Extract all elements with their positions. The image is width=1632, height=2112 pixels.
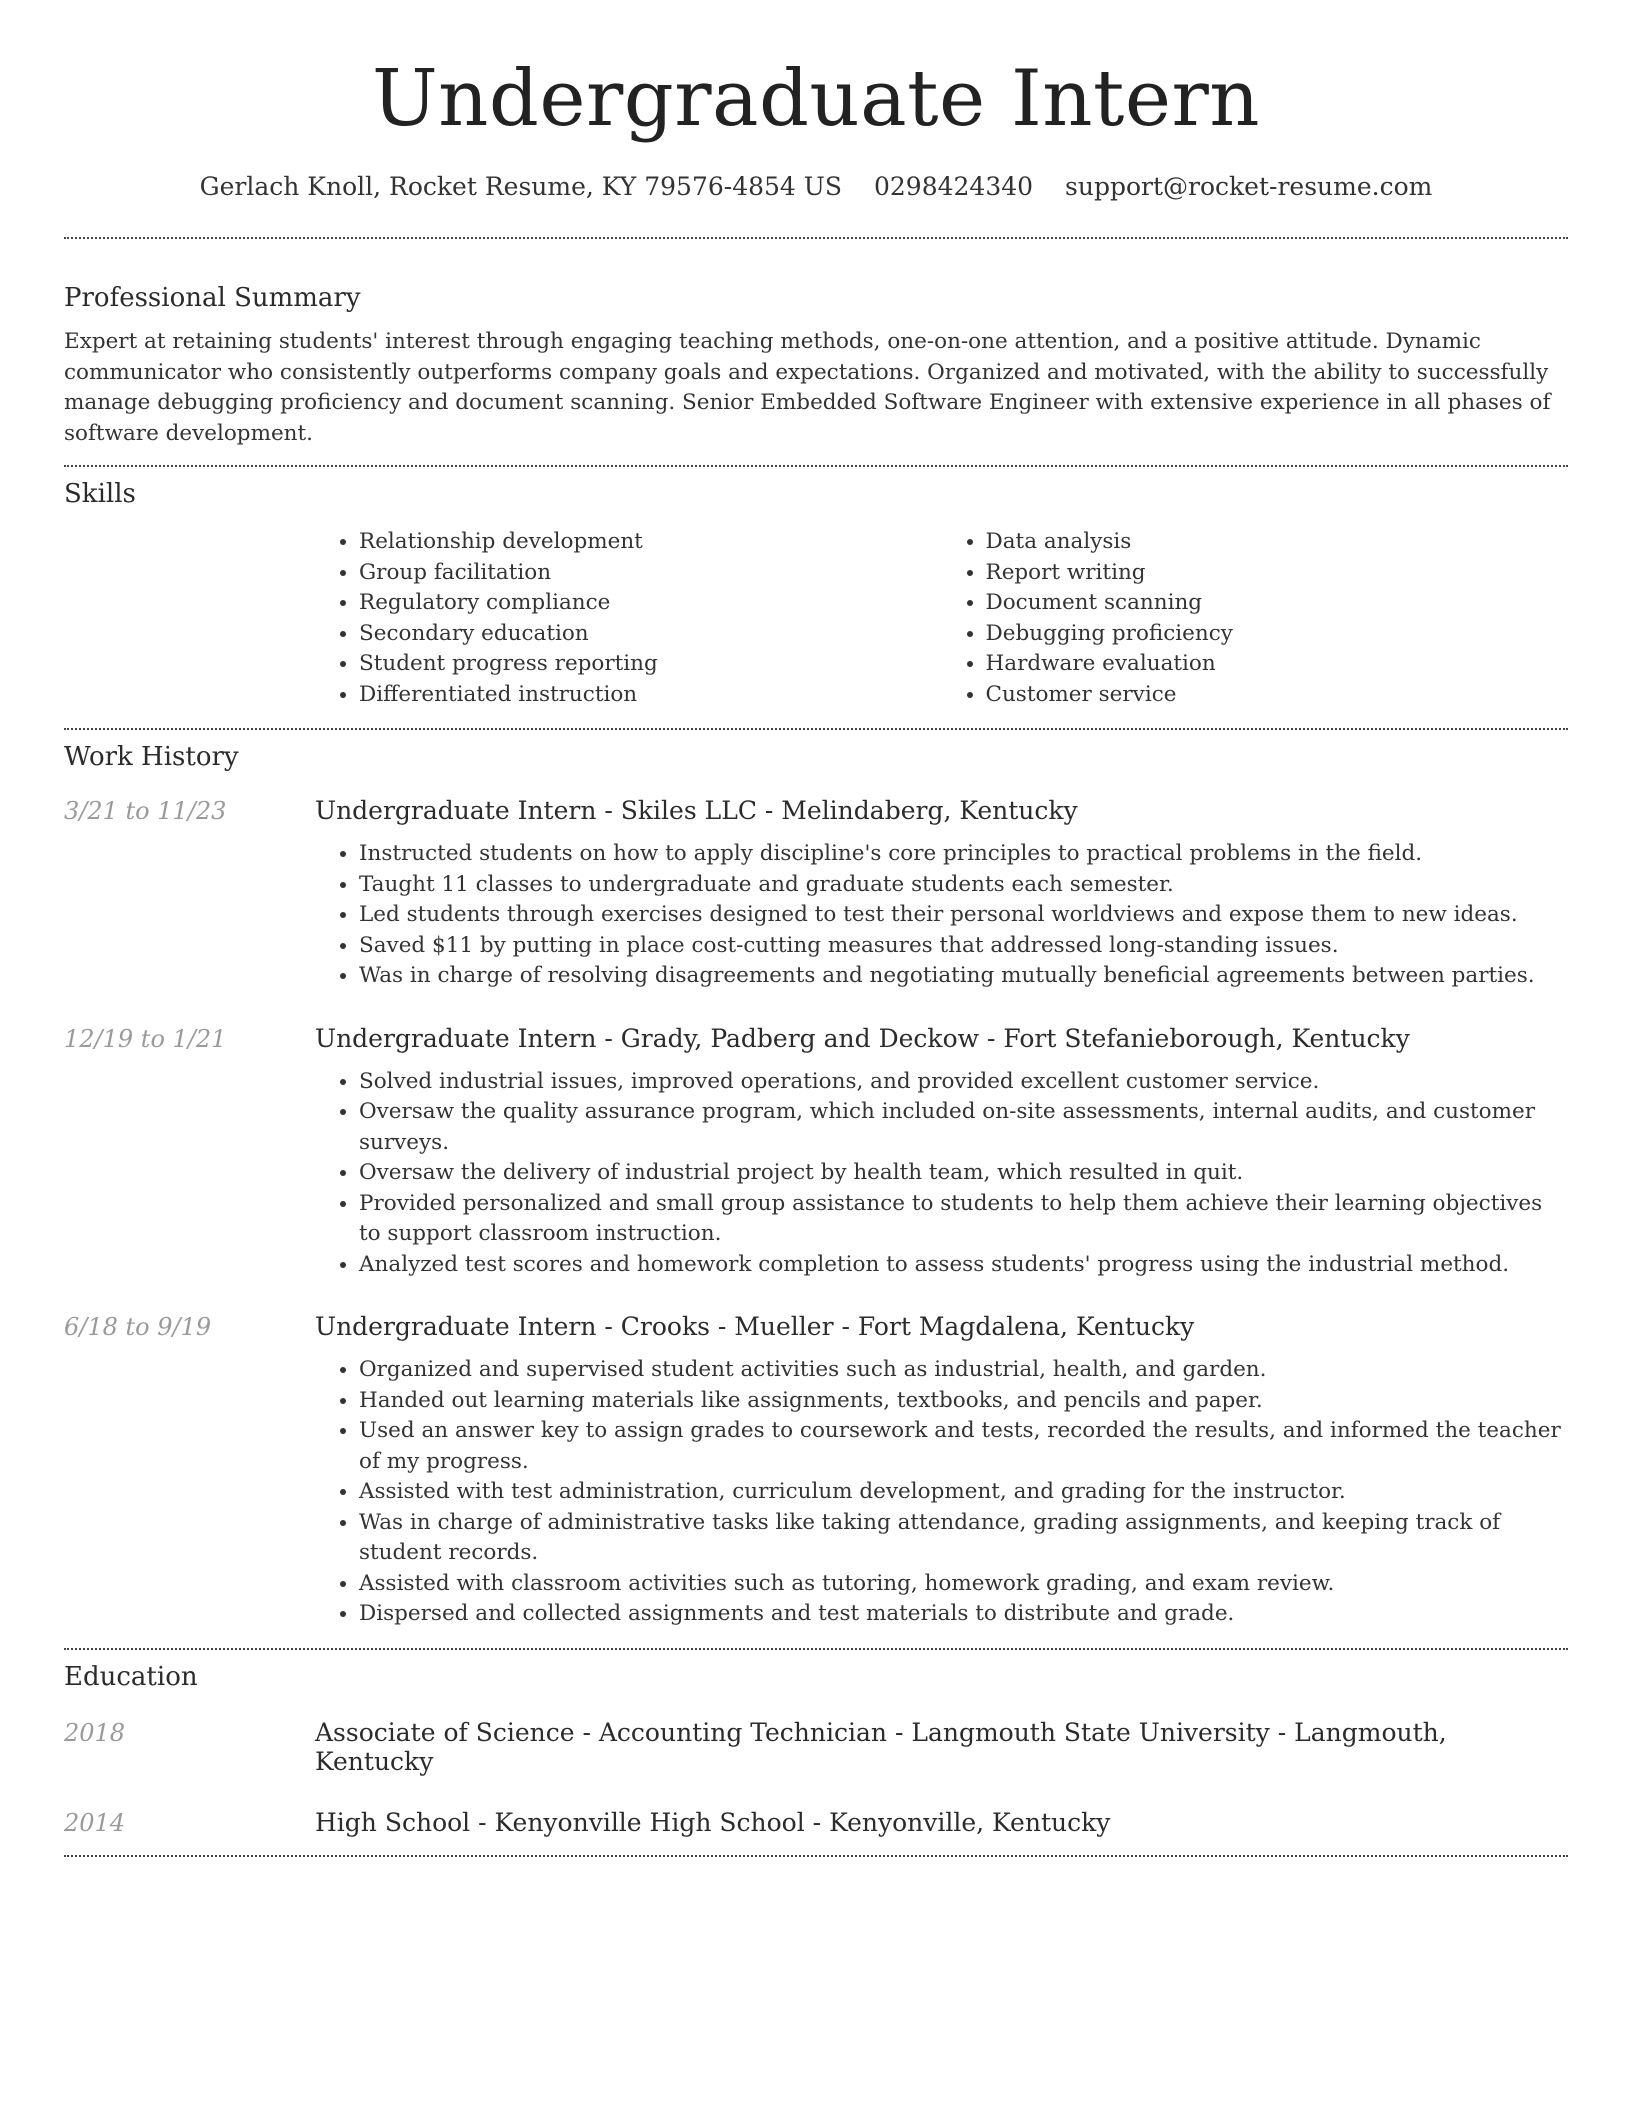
work-heading: Work History bbox=[64, 742, 239, 772]
job-bullet: • Used an answer key to assign grades to coursework and tests, recorded the results, and informed the teacher of my progress. bbox=[359, 1416, 1568, 1477]
job-bullet: • Provided personalized and small group assistance to students to help them achieve their learning objectives to support classroom instruction. bbox=[359, 1189, 1568, 1250]
skill-item: • Regulatory compliance bbox=[359, 588, 942, 619]
skill-item: • Student progress reporting bbox=[359, 649, 942, 680]
education-entry bbox=[64, 1718, 1568, 1776]
skill-item: • Report writing bbox=[986, 558, 1569, 589]
divider bbox=[64, 1855, 1568, 1857]
skill-item: • Customer service bbox=[986, 680, 1569, 711]
skills-heading: Skills bbox=[64, 479, 136, 509]
job-dates: 3/21 to 11/23 bbox=[64, 797, 227, 825]
job-bullet: • Solved industrial issues, improved operations, and provided excellent customer service. bbox=[359, 1067, 1568, 1098]
summary-heading: Professional Summary bbox=[64, 283, 361, 313]
education-title: Associate of Science - Accounting Technician - Langmouth State University - Langmouth, Kentucky bbox=[315, 1717, 1447, 1776]
work-section bbox=[64, 742, 1568, 1630]
job-title: Undergraduate Intern - Skiles LLC - Melindaberg, Kentucky bbox=[315, 796, 1078, 825]
skills-list-left bbox=[315, 527, 942, 710]
job-bullet: • Was in charge of administrative tasks like taking attendance, grading assignments, and keeping track of student records. bbox=[359, 1508, 1568, 1569]
job-header bbox=[64, 1024, 1568, 1053]
job-entry bbox=[64, 1024, 1568, 1281]
skill-item: • Document scanning bbox=[986, 588, 1569, 619]
contact-phone: 0298424340 bbox=[873, 172, 1034, 201]
contact-address: Gerlach Knoll, Rocket Resume, KY 79576-4854 US bbox=[199, 172, 842, 201]
divider bbox=[64, 1648, 1568, 1650]
summary-text: Expert at retaining students' interest through engaging teaching methods, one-on-one attention, and a positive attitude. Dynamic communicator who consistently outperforms company goals and expectations. Organized and motivated, with the ability to successfully manage debugging proficiency and document scanning. Senior Embedded Software Engineer with extensive experience in all phases of software development. bbox=[64, 329, 1551, 446]
job-header bbox=[64, 1312, 1568, 1341]
job-header bbox=[64, 796, 1568, 825]
job-bullet: • Assisted with test administration, curriculum development, and grading for the instructor. bbox=[359, 1477, 1568, 1508]
education-heading: Education bbox=[64, 1661, 198, 1692]
divider bbox=[64, 237, 1568, 239]
job-bullets bbox=[315, 1067, 1568, 1281]
skill-item: • Hardware evaluation bbox=[986, 649, 1569, 680]
job-dates: 6/18 to 9/19 bbox=[64, 1313, 212, 1341]
job-bullet: • Saved $11 by putting in place cost-cutting measures that addressed long-standing issues. bbox=[359, 931, 1568, 962]
skill-item: • Group facilitation bbox=[359, 558, 942, 589]
education-entry bbox=[64, 1808, 1568, 1837]
education-year: 2018 bbox=[64, 1718, 126, 1747]
education-title: High School - Kenyonville High School - Kenyonville, Kentucky bbox=[315, 1807, 1111, 1837]
job-dates: 12/19 to 1/21 bbox=[64, 1024, 227, 1053]
job-bullet: • Oversaw the quality assurance program, which included on-site assessments, internal audits, and customer surveys. bbox=[359, 1097, 1568, 1158]
summary-section bbox=[64, 283, 1568, 449]
skill-item: • Relationship development bbox=[359, 527, 942, 558]
contact-line bbox=[64, 172, 1568, 201]
job-entry bbox=[64, 1312, 1568, 1630]
job-bullet: • Dispersed and collected assignments and test materials to distribute and grade. bbox=[359, 1599, 1568, 1630]
skill-item: • Data analysis bbox=[986, 527, 1569, 558]
job-bullet: • Organized and supervised student activities such as industrial, health, and garden. bbox=[359, 1355, 1568, 1386]
job-bullet: • Analyzed test scores and homework completion to assess students' progress using the industrial method. bbox=[359, 1250, 1568, 1281]
skill-item: • Debugging proficiency bbox=[986, 619, 1569, 650]
job-bullet: • Instructed students on how to apply discipline's core principles to practical problems in the field. bbox=[359, 839, 1568, 870]
job-bullet: • Was in charge of resolving disagreements and negotiating mutually beneficial agreements between parties. bbox=[359, 961, 1568, 992]
divider bbox=[64, 728, 1568, 730]
job-bullets bbox=[315, 1355, 1568, 1630]
skills-grid bbox=[315, 527, 1568, 710]
job-title: Undergraduate Intern - Crooks - Mueller - Fort Magdalena, Kentucky bbox=[315, 1312, 1195, 1341]
job-title: Undergraduate Intern - Grady, Padberg and Deckow - Fort Stefanieborough, Kentucky bbox=[315, 1023, 1410, 1053]
divider bbox=[64, 465, 1568, 467]
job-bullet: • Led students through exercises designed to test their personal worldviews and expose them to new ideas. bbox=[359, 900, 1568, 931]
contact-email: support@rocket-resume.com bbox=[1065, 172, 1433, 201]
skills-section bbox=[64, 479, 1568, 710]
education-year: 2014 bbox=[64, 1808, 126, 1837]
job-bullets bbox=[315, 839, 1568, 992]
skill-item: • Secondary education bbox=[359, 619, 942, 650]
job-entry bbox=[64, 796, 1568, 992]
resume-title: Undergraduate Intern bbox=[371, 54, 1261, 144]
job-bullet: • Handed out learning materials like assignments, textbooks, and pencils and paper. bbox=[359, 1386, 1568, 1417]
skills-list-right bbox=[942, 527, 1569, 710]
job-bullet: • Taught 11 classes to undergraduate and graduate students each semester. bbox=[359, 870, 1568, 901]
education-section bbox=[64, 1662, 1568, 1837]
job-bullet: • Oversaw the delivery of industrial project by health team, which resulted in quit. bbox=[359, 1158, 1568, 1189]
job-bullet: • Assisted with classroom activities such as tutoring, homework grading, and exam review. bbox=[359, 1569, 1568, 1600]
skill-item: • Differentiated instruction bbox=[359, 680, 942, 711]
